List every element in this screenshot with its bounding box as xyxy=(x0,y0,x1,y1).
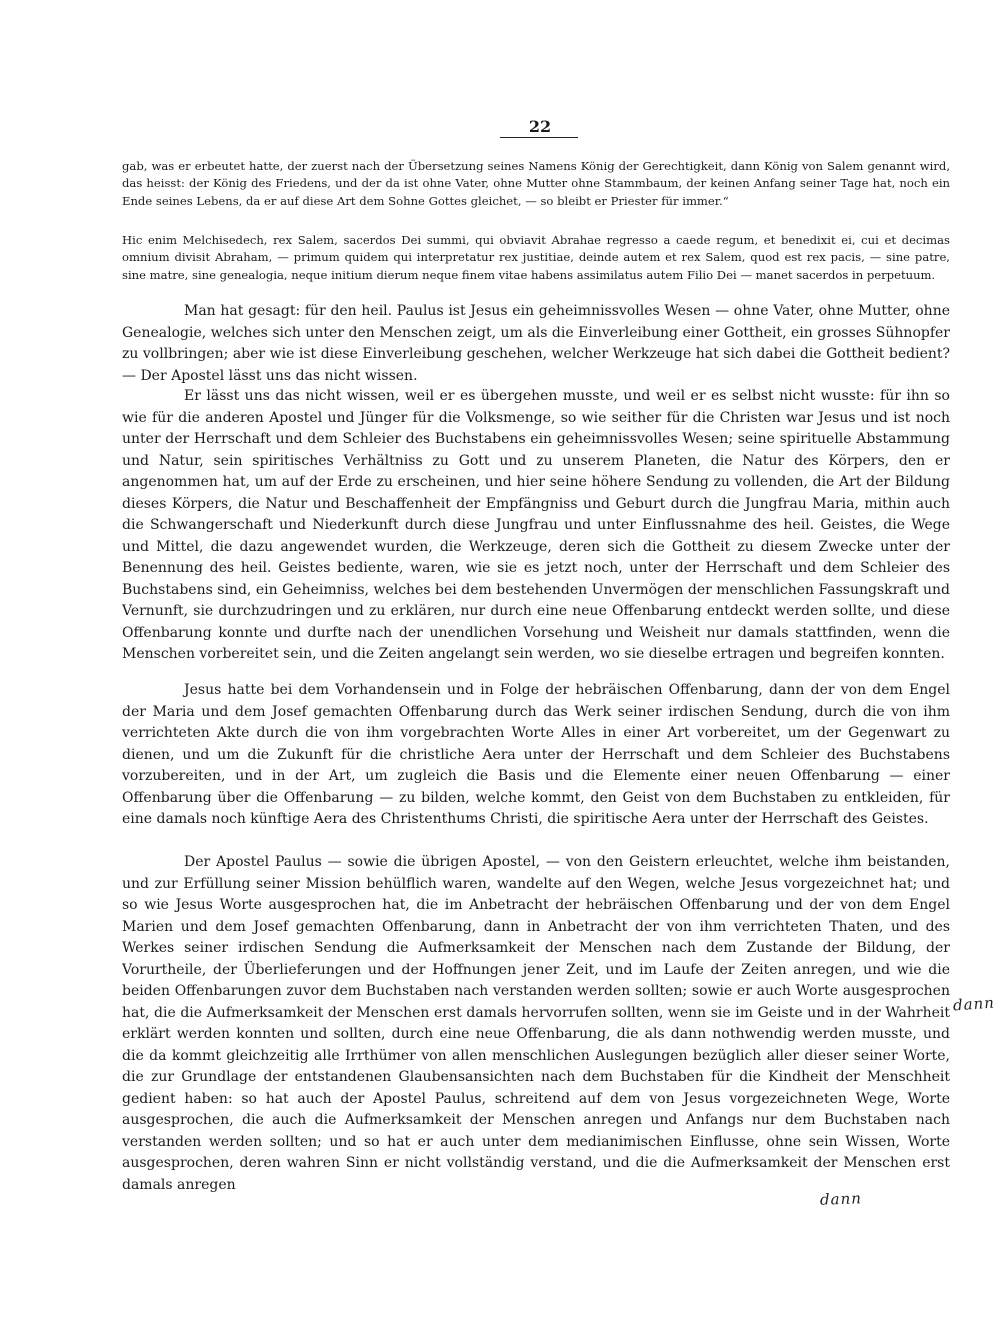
page-number: 22 xyxy=(528,117,552,136)
quote-footnote: gab, was er erbeutet hatte, der zuerst nach der Übersetzung seines Namens König der Gerechtigkeit, dann König von Salem genannt wird, das heisst: der König des Friedens, und der da ist ohne Vater, ohne Mutter ohne Stammbaum, der keinen Anfang seiner Tage hat, noch ein Ende seines Lebens, da er auf diese Art dem Sohne Gottes gleichet, — so bleibt er Priester für immer.“ xyxy=(122,159,950,208)
body-paragraph: Man hat gesagt: für den heil. Paulus ist Jesus ein geheimnissvolles Wesen — ohne Vater, ohne Mutter, ohne Genealogie, welches sich unter den Menschen zeigt, um als die Einverleibung einer Gottheit, ein grosses Sühnopfer zu vollbringen; aber wie ist diese Einverleibung geschehen, welcher Werkzeuge hat sich dabei die Gottheit bedient? — Der Apostel lässt uns das nicht wissen. xyxy=(122,303,950,384)
body-paragraph: Jesus hatte bei dem Vorhandensein und in Folge der hebräischen Offenbarung, dann der von dem Engel der Maria und dem Josef gemachten Offenbarung durch das Werk seiner irdischen Sendung, durch die von ihm verrichteten Akte durch die von ihm vorgebrachten Worte Alles in einer Art vorbereitet, um der Gegenwart zu dienen, und um die Zukunft für die christliche Aera unter der Herrschaft und dem Schleier des Buchstabens vorzubereiten, und in der Art, um zugleich die Basis und die Elemente einer neuen Offenbarung — einer Offenbarung über die Offenbarung — zu bilden, welche kommt, den Geist von dem Buchstaben zu entkleiden, für eine damals noch künftige Aera des Christenthums Christi, die spiritische Aera unter der Herrschaft des Geistes. xyxy=(122,682,950,827)
handwritten-correction: dann xyxy=(952,993,996,1015)
body-paragraph: Der Apostel Paulus — sowie die übrigen Apostel, — von den Geistern erleuchtet, welche ihm beistanden, und zur Erfüllung seiner Mission behülflich waren, wandelte auf den Wegen, welche Jesus vorgezeichnet hat; und so wie Jesus Worte ausgesprochen hat, die im Anbetracht der hebräischen Offenbarung und der von dem Engel Marien und dem Josef gemachten Offenbarung, dann in Anbetracht der von ihm verrichteten Thaten, und des Werkes seiner irdischen Sendung die Aufmerksamkeit der Menschen nach dem Zustande der Bildung, der Vorurtheile, der Überlieferungen und der Hoffnungen jener Zeit, und im Laufe der Zeiten anregen, und wie die beiden Offenbarungen zuvor dem Buchstaben nach verstanden werden sollten; sowie er auch Worte ausgesprochen hat, die die Aufmerksamkeit der Menschen erst damals hervorrufen sollten, wenn sie im Geiste und in der Wahrheit erklärt werden konnten und sollten, durch eine neue Offenbarung, die als dann nothwendig werden musste, und die da kommt gleichzeitig alle Irrthümer von allen menschlichen Auslegungen bezüglich aller dieser seiner Worte, die zur Grundlage der entstandenen Glaubensansichten nach dem Buchstaben für die Kindheit der Menschheit gedient haben: so hat auch der Apostel Paulus, schreitend auf dem von Jesus vorgezeichneten Wege, Worte ausgesprochen, die auch die Aufmerksamkeit der Menschen anregen und Anfangs nur dem Buchstaben nach verstanden werden sollten; und so hat er auch unter dem medianimischen Einflusse, ohne sein Wissen, Worte ausgesprochen, deren wahren Sinn er nicht vollständig verstand, und die die Aufmerksamkeit der Menschen erst damals anregen xyxy=(122,854,950,1193)
latin-quote: Hic enim Melchisedech, rex Salem, sacerdos Dei summi, qui obviavit Abrahae regresso a caede regum, et benedixit ei, cui et decimas omnium divisit Abraham, — primum quidem qui interpretatur rex justitiae, deinde autem et rex Salem, quod est rex pacis, — sine patre, sine matre, sine genealogia, neque initium dierum neque finem vitae habens assimilatus autem Filio Dei — manet sacerdos in perpetuum. xyxy=(122,233,950,282)
body-paragraph: Er lässt uns das nicht wissen, weil er es übergehen musste, und weil er es selbst nicht wusste: für ihn so wie für die anderen Apostel und Jünger für die Volksmenge, so wie seither für die Christen war Jesus und ist noch unter der Herrschaft und dem Schleier des Buchstabens ein geheimnissvolles Wesen; seine spirituelle Abstammung und Natur, sein spiritisches Verhältniss zu Gott und zu unserem Planeten, die Natur des Körpers, den er angenommen hat, um auf der Erde zu erscheinen, und hier seine höhere Sendung zu vollenden, die Art der Bildung dieses Körpers, die Natur und Beschaffenheit der Empfängniss und Geburt durch die Jungfrau Maria, mithin auch die Schwangerschaft und Niederkunft durch diese Jungfrau und unter Einflussnahme des heil. Geistes, die Wege und Mittel, die dazu angewendet wurden, die Werkzeuge, deren sich die Gottheit zu diesem Zwecke unter der Benennung des heil. Geistes bediente, waren, wie sie es jetzt noch, unter der Herrschaft und dem Schleier des Buchstabens sind, ein Geheimniss, welches bei dem bestehenden Unvermögen der menschlichen Fassungskraft und Vernunft, sie durchzudringen und zu erklären, nur durch eine neue Offenbarung entdeckt werden sollte, und diese Offenbarung konnte und durfte nach der unendlichen Vorsehung und Weisheit nur damals stattfinden, wenn die Menschen vorbereitet sein, und die Zeiten angelangt sein werden, wo sie dieselbe ertragen und begreifen konnten. xyxy=(122,388,950,662)
page-number-rule xyxy=(500,137,578,138)
handwritten-correction: dann xyxy=(819,1189,863,1209)
